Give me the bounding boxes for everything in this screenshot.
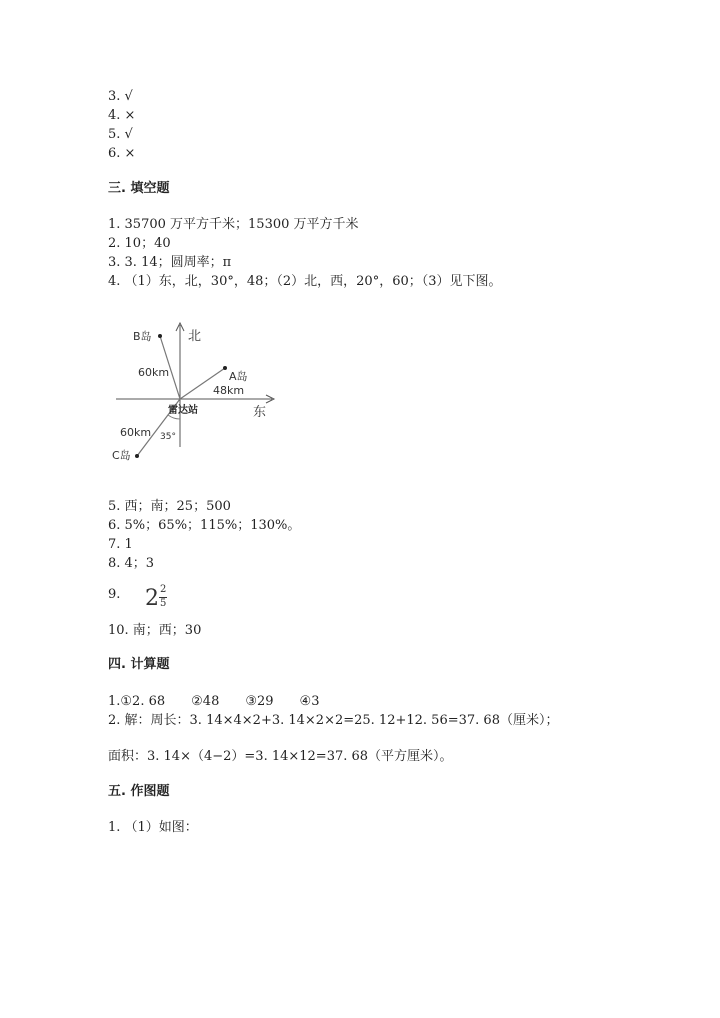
s4-item-1 [108,693,319,711]
s3-item-9-label: 9. [108,587,121,602]
calc-2: ②48 [191,694,220,709]
s4-item-2b: 面积：3. 14×（4−2）=3. 14×12=37. 68（平方厘米）。 [108,749,453,764]
point-b [158,334,162,338]
dist-a-label: 48km [213,384,245,397]
answer-4: 4. × [108,108,136,123]
answer-5: 5. √ [108,127,133,142]
dist-b-label: 60km [138,366,170,379]
s3-item-8: 8. 4；3 [108,556,155,571]
section4-heading: 四. 计算题 [108,657,170,672]
radar-diagram [100,315,290,470]
section3-heading: 三. 填空题 [108,181,170,196]
point-c [135,454,139,458]
s3-item-3: 3. 3. 14；圆周率；π [108,255,232,270]
s4-item-1-label: 1. [108,694,121,709]
calc-4: ④3 [299,694,320,709]
answer-6: 6. × [108,146,136,161]
s4-item-2: 2. 解：周长：3. 14×4×2+3. 14×2×2=25. 12+12. 56=37. 68（厘米）； [108,713,559,728]
island-c-label: C岛 [112,449,131,462]
island-a-label: A岛 [229,370,248,383]
center-label: 雷达站 [168,405,198,416]
island-b-label: B岛 [133,330,152,343]
section5-heading: 五. 作图题 [108,784,170,799]
point-a [223,366,227,370]
east-label: 东 [253,405,267,420]
s3-item-7: 7. 1 [108,537,133,552]
calc-1: ①2. 68 [120,694,166,709]
fraction-denominator: 5 [160,598,167,609]
dist-c-label: 60km [120,426,152,439]
s3-item-2: 2. 10；40 [108,236,171,251]
s5-item-1: 1. （1）如图： [108,820,198,835]
angle-label: 35° [160,432,176,442]
s3-item-5: 5. 西；南；25；500 [108,499,231,514]
s3-item-1: 1. 35700 万平方千米；15300 万平方千米 [108,217,359,232]
fraction-numerator: 2 [160,584,167,595]
fraction-whole: 2 [145,586,159,611]
calc-3: ③29 [245,694,274,709]
s3-item-10: 10. 南；西；30 [108,623,202,638]
answer-3: 3. √ [108,89,133,104]
north-label: 北 [188,329,202,344]
s3-item-4: 4. （1）东，北，30°，48；（2）北，西，20°，60；（3）见下图。 [108,274,502,289]
s3-item-6: 6. 5%；65%；115%；130%。 [108,518,301,533]
